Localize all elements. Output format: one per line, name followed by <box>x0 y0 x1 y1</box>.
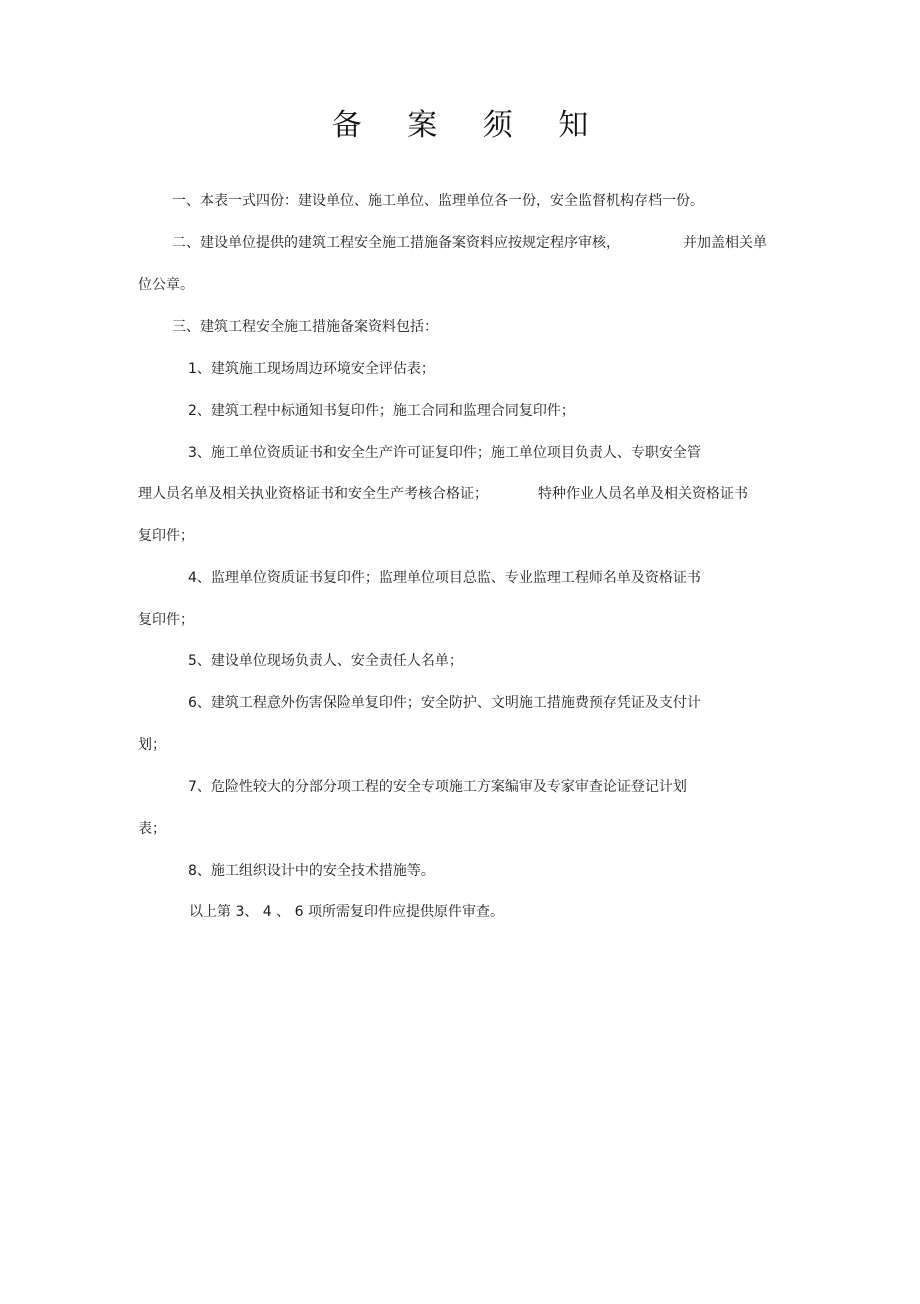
list-item-3-line-2: 理人员名单及相关执业资格证书和安全生产考核合格证； <box>138 486 488 502</box>
section-3: 三、建筑工程安全施工措施备案资料包括： <box>172 319 438 335</box>
list-item-7-line-2: 表； <box>138 821 166 837</box>
section-1: 一、本表一式四份：建设单位、施工单位、监理单位各一份，安全监督机构存档一份。 <box>172 193 704 209</box>
section-2-line-1-tail: 并加盖相关单 <box>683 235 767 251</box>
list-item-3-line-2-tail: 特种作业人员名单及相关资格证书 <box>538 486 748 502</box>
list-item-2: 2、建筑工程中标通知书复印件；施工合同和监理合同复印件； <box>188 403 575 419</box>
list-item-4-line-2: 复印件； <box>138 612 194 628</box>
list-item-5: 5、建设单位现场负责人、安全责任人名单； <box>188 653 463 669</box>
list-item-3-line-3: 复印件； <box>138 528 194 544</box>
list-item-3-line-1: 3、施工单位资质证书和安全生产许可证复印件；施工单位项目负责人、专职安全管 <box>188 445 701 461</box>
list-item-1: 1、建筑施工现场周边环境安全评估表； <box>188 361 435 377</box>
list-item-8: 8、施工组织设计中的安全技术措施等。 <box>188 863 435 879</box>
page-title: 备 案 须 知 <box>331 108 607 143</box>
section-2-line-2: 位公章。 <box>138 277 194 293</box>
list-item-6-line-2: 划； <box>138 737 166 753</box>
footnote: 以上第 3、 4 、 6 项所需复印件应提供原件审查。 <box>189 904 504 920</box>
list-item-7-line-1: 7、危险性较大的分部分项工程的安全专项施工方案编审及专家审查论证登记计划 <box>188 779 687 795</box>
list-item-4-line-1: 4、监理单位资质证书复印件；监理单位项目总监、专业监理工程师名单及资格证书 <box>188 570 701 586</box>
list-item-6-line-1: 6、建筑工程意外伤害保险单复印件；安全防护、文明施工措施费预存凭证及支付计 <box>188 695 701 711</box>
section-2-line-1: 二、建设单位提供的建筑工程安全施工措施备案资料应按规定程序审核， <box>172 235 620 251</box>
